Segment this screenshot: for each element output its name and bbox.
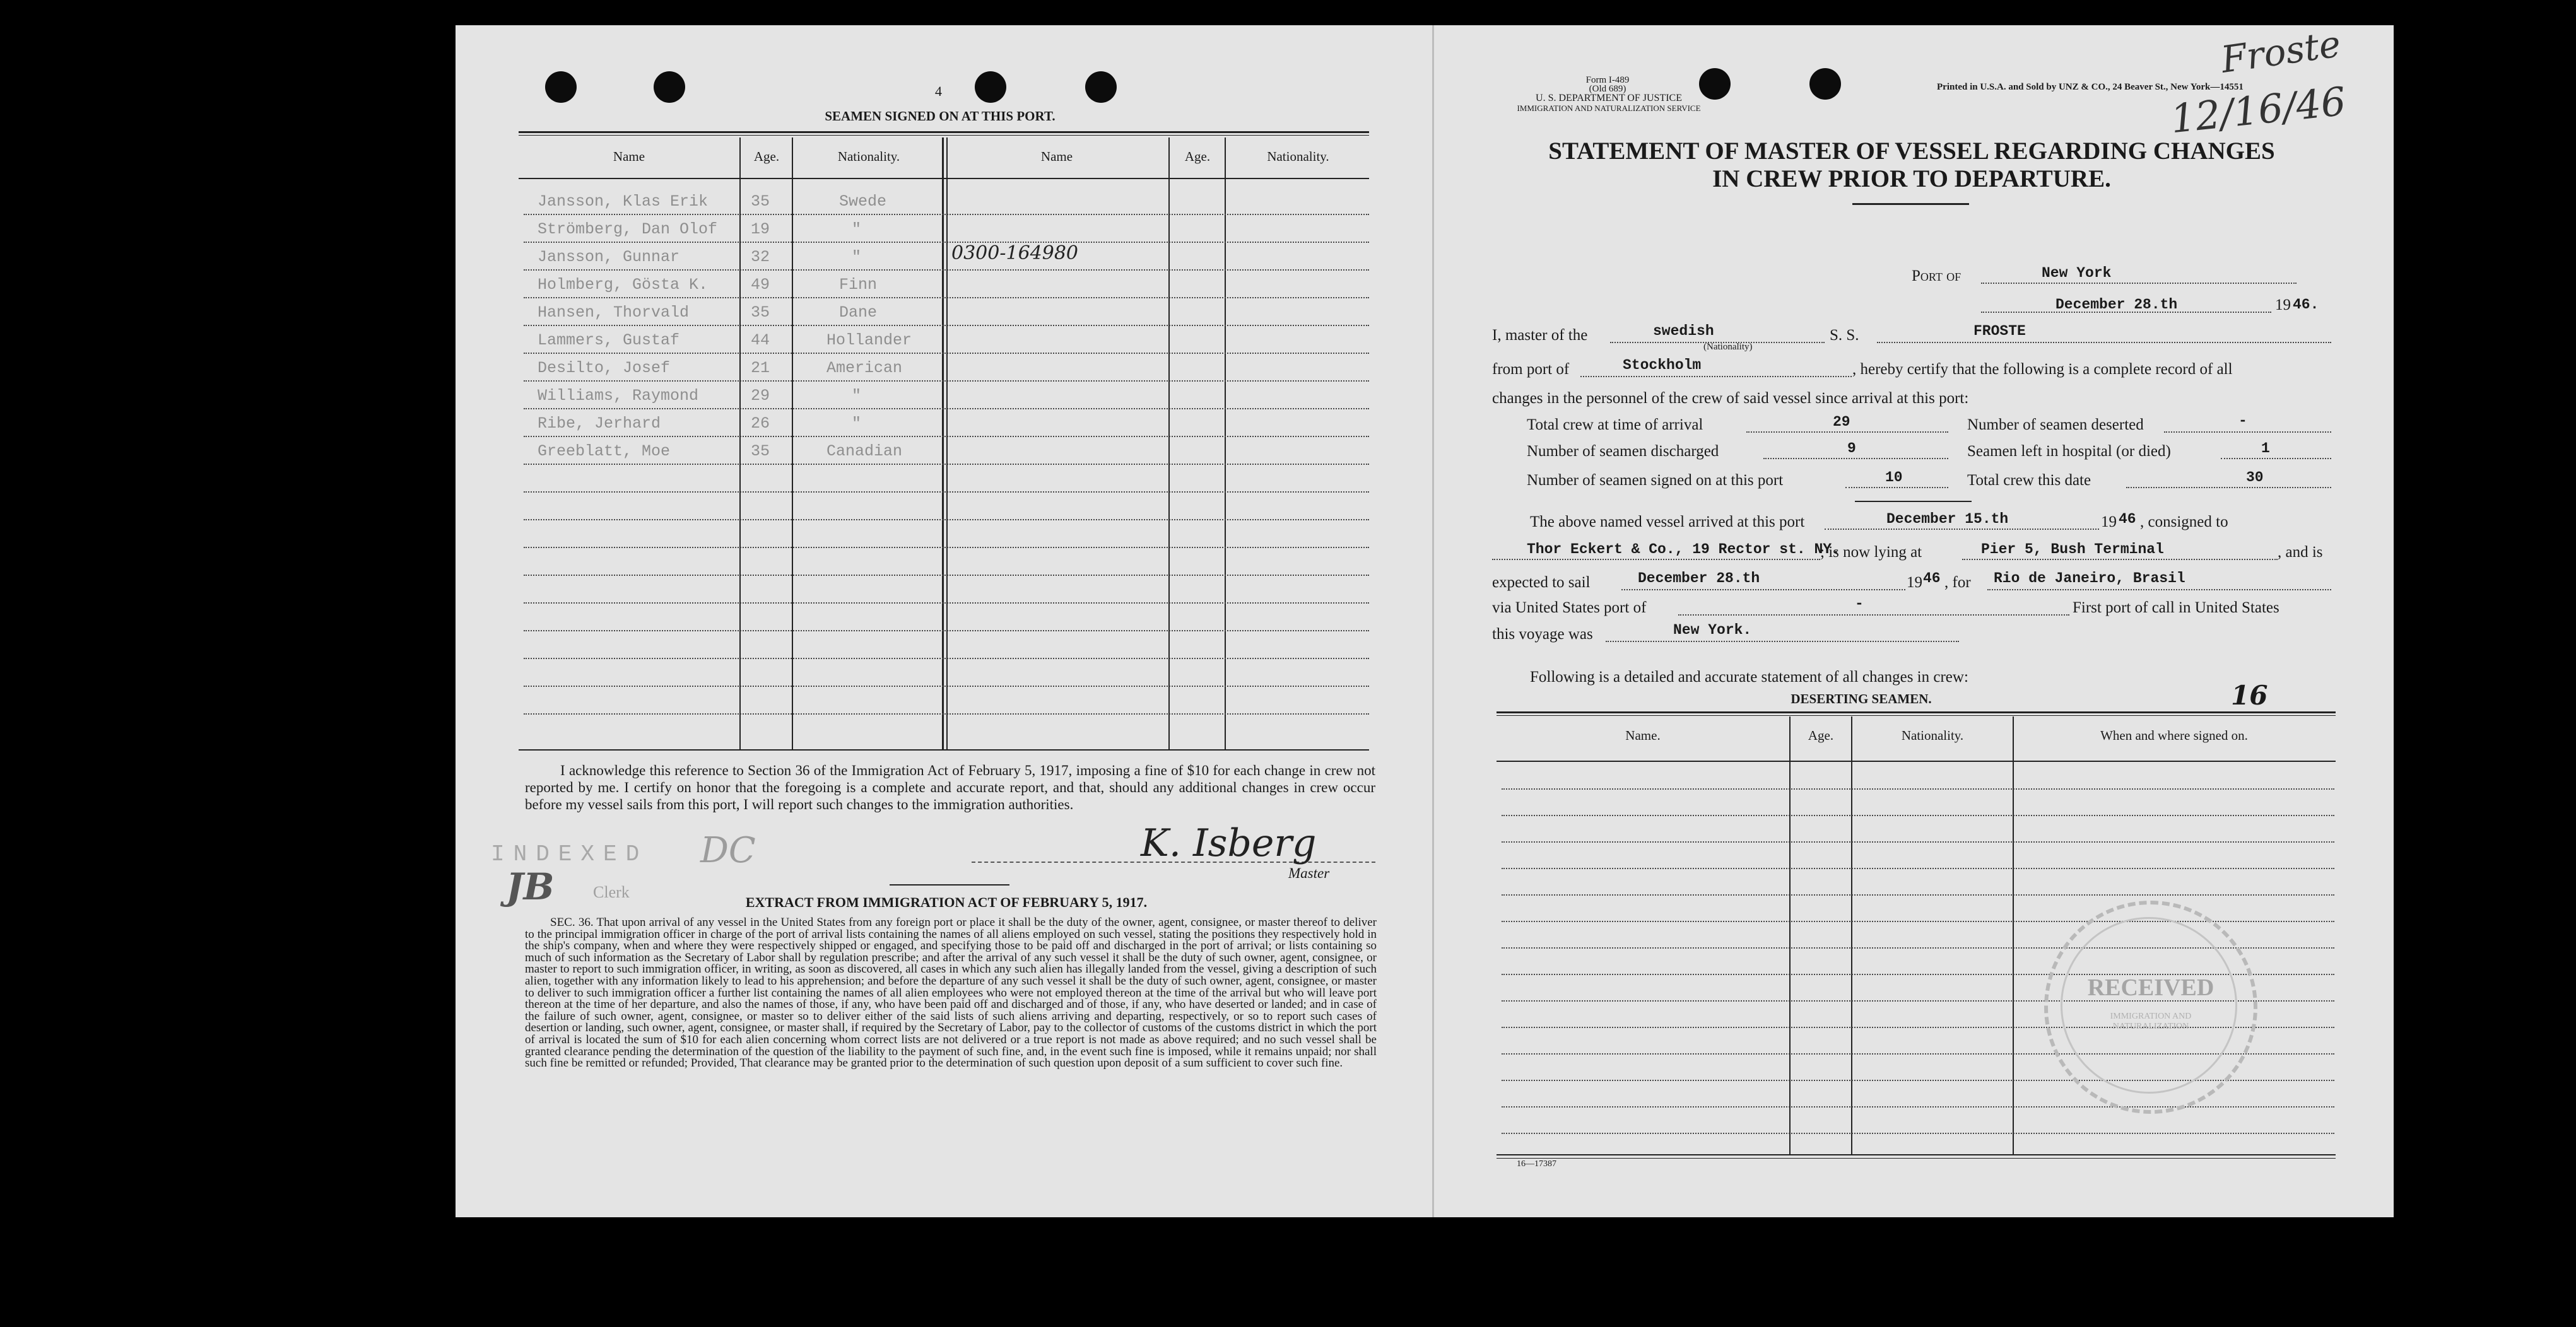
crew-nationality: ": [852, 414, 862, 433]
hospital-label: Seamen left in hospital (or died): [1967, 443, 2171, 460]
changes-text: changes in the personnel of the crew of said vessel since arrival at this port:: [1492, 390, 1969, 407]
stat-line: [1845, 487, 1948, 488]
following-text: Following is a detailed and accurate statement of all changes in crew:: [1530, 669, 1968, 686]
row-line: [524, 353, 1369, 354]
crew-age: 35: [751, 303, 770, 322]
arrived-year-prefix: 19: [2101, 513, 2117, 530]
crew-name: Strömberg, Dan Olof: [538, 220, 718, 238]
stat-line: [2164, 431, 2331, 433]
page-fold: [1432, 25, 1434, 1217]
stat-line: [1746, 431, 1948, 433]
form-code: 16—17387: [1517, 1159, 1556, 1169]
acknowledgement-text: I acknowledge this reference to Section 36 of the Immigration Act of February 5, 1917, imposing a fine of $10 for each change in crew not reported by me. I certify on honor that the foregoing is a complete and accurate report, and that, should any additional changes in crew occur before my vessel sails from this port, I will report such changes to the immigration authorities.: [525, 763, 1375, 812]
row-line: [524, 602, 1369, 604]
vessel-nationality: swedish: [1653, 323, 1714, 339]
arrived-date: December 15.th: [1886, 511, 2009, 527]
desert-header-signed: When and where signed on.: [2100, 728, 2248, 743]
row-line: [524, 713, 1369, 715]
row-line: [524, 630, 1369, 631]
row-line: [524, 269, 1369, 271]
punch-hole: [1809, 68, 1841, 100]
page-number: 4: [935, 83, 942, 99]
desert-header-rule: [1497, 761, 2336, 762]
from-port-value: Stockholm: [1623, 357, 1702, 373]
ship-line: [1877, 342, 2331, 343]
clerk-label: Clerk: [593, 883, 630, 901]
crew-age: 21: [751, 359, 770, 377]
certify-text: , hereby certify that the following is a complete record of all: [1852, 361, 2233, 378]
agency-block: [1483, 93, 1735, 114]
nationality-caption: (Nationality): [1703, 342, 1753, 352]
col-header-name: Name: [613, 149, 645, 164]
crew-name: Jansson, Klas Erik: [538, 192, 709, 211]
desert-table-bottom: [1497, 1154, 2336, 1155]
first-port-label: First port of call in United States: [2073, 599, 2279, 616]
printer-note: Printed in U.S.A. and Sold by UNZ & CO., 24 Beaver St., New York—14551: [1937, 82, 2244, 92]
col-header-nationality: Nationality.: [837, 149, 900, 164]
col-header-age-2: Age.: [1184, 149, 1211, 164]
lying-line: [1962, 559, 2278, 560]
crew-age: 19: [751, 220, 770, 238]
section-title: SEAMEN SIGNED ON AT THIS PORT.: [825, 108, 1056, 124]
row-line: [524, 436, 1369, 437]
right-page-number: 16: [2231, 680, 2268, 711]
row-line: [524, 519, 1369, 520]
punch-hole: [1085, 71, 1117, 103]
stamp-text: RECEIVED: [2087, 974, 2214, 1001]
crew-nationality: Canadian: [826, 442, 903, 460]
signed-on-value: 10: [1885, 469, 1903, 486]
hand-initials: DC: [700, 830, 756, 871]
expected-label: expected to sail: [1492, 574, 1591, 591]
indexed-stamp: INDEXED: [491, 841, 649, 867]
from-port-label: from port of: [1492, 361, 1570, 378]
crew-age: 29: [751, 387, 770, 405]
deserting-title: DESERTING SEAMEN.: [1791, 691, 1932, 706]
crew-age: 26: [751, 414, 770, 433]
and-is: , and is: [2278, 544, 2323, 561]
via-label: via United States port of: [1492, 599, 1647, 616]
discharged-value: 9: [1847, 440, 1856, 457]
table-top-rule: [519, 135, 1369, 136]
crew-name: Hansen, Thorvald: [538, 303, 690, 322]
desert-table-bottom: [1497, 1158, 2336, 1159]
date-value: December 28.th: [2056, 296, 2178, 313]
total-crew-date-label: Total crew this date: [1967, 472, 2091, 489]
master-signature: K. Isberg: [1141, 821, 1317, 865]
title-line-1: STATEMENT OF MASTER OF VESSEL REGARDING CHANGES: [1548, 137, 2275, 165]
ss-label: S. S.: [1830, 327, 1859, 344]
service: IMMIGRATION AND NATURALIZATION SERVICE: [1517, 103, 1701, 113]
consigned-label: , consigned to: [2140, 513, 2228, 530]
title-line-2: IN CREW PRIOR TO DEPARTURE.: [1712, 165, 2111, 192]
desert-row-line: [1502, 868, 2334, 869]
desert-col-rule: [2013, 716, 2014, 1155]
crew-nationality: Hollander: [826, 331, 912, 349]
sec36-text: SEC. 36. That upon arrival of any vessel in the United States from any foreign port or place it shall be the duty of the owner, agent, consignee, or master thereof to deliver to the principal immigration officer in charge of the port of arrival lists containing the names of all aliens employed on such vessel, stating the positions they respectively hold in the ship's company, when and where they were respectively shipped or engaged, and specifying those to be paid off and discharged in the port of arrival; or lists containing so much of such information as the Secretary of Labor shall by regulation prescribe; and after the arrival of any such vessel it shall be the duty of such owner, agent, consignee, or master to report to such immigration officer, in writing, as soon as discovered, all cases in which any such alien has illegally landed from the vessel, giving a description of such alien, together with any information likely to lead to his apprehension; and before the departure of any such vessel it shall be the duty of such owner, agent, consignee, or master to deliver to such immigration officer a further list containing the names of all alien employees who were not employed thereon at the time of the arrival but who will leave port thereon at the time of her departure, and also the names of those, if any, who have been paid off and discharged and of those, if any, who have deserted or landed; and in case of the failure of such owner, agent, consignee, or master so to deliver either of the said lists of such aliens arriving and departing, respectively, or so to report such cases of desertion or landing, such owner, agent, consignee, or master shall, if required by the Secretary of Labor, pay to the collector of customs of the customs district in which the port of arrival is located the sum of $10 for each alien concerning whom correct lists are not delivered or a true report is not made as above required; and no such vessel shall be granted clearance pending the determination of the question of the liability to the payment of such fine, and, in the event such fine is imposed, while it remains unpaid; nor shall such fine be remitted or refunded; Provided, That clearance may be granted prior to the determination of such question upon deposit of a sum sufficient to cover such fine.: [525, 916, 1377, 1070]
department: U. S. DEPARTMENT OF JUSTICE: [1536, 93, 1682, 103]
row-line: [524, 491, 1369, 493]
total-crew-arrival-label: Total crew at time of arrival: [1527, 416, 1703, 433]
hand-top-date: 12/16/46: [2168, 78, 2348, 143]
crew-age: 44: [751, 331, 770, 349]
row-line: [524, 547, 1369, 548]
punch-hole: [654, 71, 685, 103]
punch-hole: [545, 71, 577, 103]
total-crew-date: 30: [2246, 469, 2264, 486]
master-label: Master: [1288, 865, 1330, 881]
voyage-label: this voyage was: [1492, 626, 1593, 643]
desert-row-line: [1502, 1133, 2334, 1134]
desert-row-line: [1502, 815, 2334, 816]
crew-name: Jansson, Gunnar: [538, 248, 680, 266]
deserted-label: Number of seamen deserted: [1967, 416, 2144, 433]
stat-line: [2221, 458, 2331, 459]
total-crew-arrival: 29: [1833, 414, 1850, 430]
crew-age: 32: [751, 248, 770, 266]
row-line: [524, 408, 1369, 409]
desert-row-line: [1502, 841, 2334, 843]
title-rule: [1852, 203, 1969, 205]
deserted-value: -: [2238, 412, 2247, 429]
form-number: Form I-489: [1585, 75, 1630, 85]
received-stamp: [2044, 901, 2257, 1114]
crew-nationality: ": [852, 387, 862, 405]
desert-col-rule: [1851, 716, 1852, 1155]
row-line: [524, 242, 1369, 243]
row-line: [524, 686, 1369, 687]
table-bottom-rule: [519, 749, 1369, 751]
extract-rule: [890, 884, 1009, 886]
desert-row-line: [1502, 1106, 2334, 1108]
crew-nationality: Swede: [839, 192, 887, 211]
crew-name: Lammers, Gustaf: [538, 331, 680, 349]
stamp-sub: IMMIGRATION AND NATURALIZATION: [2110, 1012, 2192, 1031]
col-header-name-2: Name: [1040, 149, 1073, 164]
crew-name: Ribe, Jerhard: [538, 414, 661, 433]
ship-name: FROSTE: [1973, 323, 2026, 339]
lying-at: Pier 5, Bush Terminal: [1981, 541, 2164, 558]
desert-table-top: [1497, 715, 2336, 716]
signed-on-label: Number of seamen signed on at this port: [1527, 472, 1784, 489]
master-of-label: I, master of the: [1492, 327, 1588, 344]
crew-nationality: Dane: [839, 303, 878, 322]
lying-label: ; is now lying at: [1820, 544, 1922, 561]
year-value: 46.: [2293, 296, 2319, 313]
row-line: [524, 464, 1369, 465]
port-of-line: [1981, 283, 2297, 284]
desert-row-line: [1502, 894, 2334, 896]
port-of-value: New York: [2042, 265, 2112, 281]
via-port: -: [1855, 595, 1864, 612]
year-prefix: 19: [2275, 296, 2291, 313]
crew-nationality: ": [852, 248, 862, 266]
row-line: [524, 380, 1369, 382]
sail-year: 46: [1923, 570, 1941, 587]
desert-col-rule: [1789, 716, 1791, 1155]
row-line: [524, 297, 1369, 298]
extract-title: EXTRACT FROM IMMIGRATION ACT OF FEBRUARY 5, 1917.: [745, 894, 1148, 910]
first-port: New York.: [1673, 622, 1752, 638]
hand-top-name: Froste: [2218, 22, 2344, 81]
arrived-line: [1825, 529, 2099, 530]
page-title: [1445, 137, 2379, 193]
crew-age: 35: [751, 442, 770, 460]
clerk-initials: JB: [506, 865, 555, 908]
destination: Rio de Janeiro, Brasil: [1994, 570, 2185, 587]
table-top-rule: [519, 131, 1369, 133]
crew-age: 49: [751, 276, 770, 294]
crew-name: Desilto, Josef: [538, 359, 671, 377]
col-header-nationality-2: Nationality.: [1267, 149, 1329, 164]
stat-line: [1763, 458, 1948, 459]
crew-name: Greeblatt, Moe: [538, 442, 671, 460]
hospital-value: 1: [2261, 440, 2270, 457]
sail-year-prefix: 19: [1907, 574, 1922, 591]
consignee-line: [1492, 559, 1820, 560]
discharged-label: Number of seamen discharged: [1527, 443, 1719, 460]
form-old: (Old 689): [1589, 84, 1626, 94]
handwritten-number: 0300-164980: [951, 242, 1079, 264]
sail-date-line: [1621, 589, 1905, 590]
row-line: [524, 575, 1369, 576]
crew-nationality: American: [826, 359, 903, 377]
consignee: Thor Eckert & Co., 19 Rector st. NY.: [1527, 541, 1840, 558]
crew-nationality: ": [852, 220, 862, 238]
destination-line: [1987, 589, 2331, 590]
desert-header-name: Name.: [1625, 728, 1661, 743]
stats-rule: [1855, 501, 1972, 502]
desert-row-line: [1502, 788, 2334, 790]
crew-nationality: Finn: [839, 276, 878, 294]
arrived-label: The above named vessel arrived at this port: [1530, 513, 1805, 530]
arrived-year: 46: [2119, 511, 2136, 527]
port-of-label: Port of: [1912, 267, 1961, 284]
punch-hole: [975, 71, 1006, 103]
desert-header-age: Age.: [1808, 728, 1834, 743]
crew-name: Williams, Raymond: [538, 387, 699, 405]
row-line: [524, 658, 1369, 659]
crew-age: 35: [751, 192, 770, 211]
row-line: [524, 325, 1369, 326]
header-rule: [519, 178, 1369, 179]
first-port-line: [1606, 641, 1959, 642]
desert-table-top: [1497, 711, 2336, 713]
form-id: [1563, 76, 1652, 93]
stat-line: [2126, 487, 2331, 488]
for-label: , for: [1944, 574, 1971, 591]
via-line: [1678, 614, 2069, 616]
from-port-line: [1580, 376, 1852, 377]
row-line: [524, 214, 1369, 215]
col-header-age: Age.: [753, 149, 780, 164]
desert-header-nationality: Nationality.: [1901, 728, 1964, 743]
sail-date: December 28.th: [1638, 570, 1760, 587]
crew-name: Holmberg, Gösta K.: [538, 276, 709, 294]
